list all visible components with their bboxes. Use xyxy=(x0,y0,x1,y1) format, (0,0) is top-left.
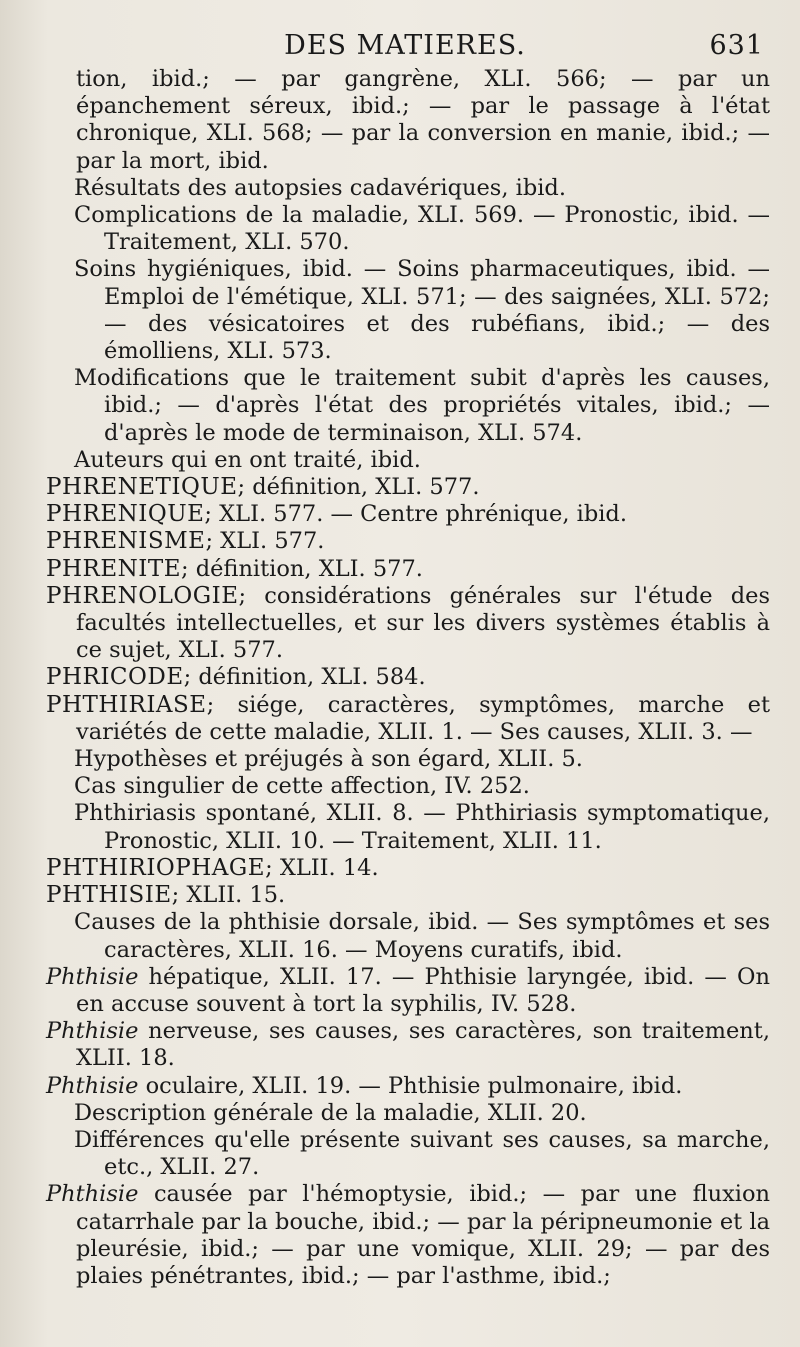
entry-text: ; siége, caractères, symptômes, marche et variétés de cette maladie, XLII. 1. — Ses causes, XLII. 3. — xyxy=(76,691,770,745)
entry-text: Hypothèses et préjugés à son égard, XLII. 5. xyxy=(74,746,583,773)
running-head xyxy=(40,30,770,66)
running-title: DES MATIERES. xyxy=(284,30,526,61)
index-subentry xyxy=(40,1127,770,1181)
entry-text: tion, ibid.; — par gangrène, XLI. 566; — par un épanchement séreux, ibid.; — par le passage à l'état chronique, XLI. 568; — par la conversion en manie, ibid.; — par la mort, ibid. xyxy=(76,66,770,174)
entry-text: Résultats des autopsies cadavériques, ibid. xyxy=(74,174,566,201)
index-subentry xyxy=(40,202,770,256)
entry-text: ; XLII. 15. xyxy=(171,882,286,909)
entry-text: causée par l'hémoptysie, ibid.; — par une fluxion catarrhale par la bouche, ibid.; — par la péripneumonie et la pleurésie, ibid.; — par une vomique, XLII. 29; — par des plaies pénétrantes, ibid.; — par l'asthme, ibid.; xyxy=(76,1181,770,1289)
index-entry xyxy=(40,664,770,691)
index-entry xyxy=(40,882,770,909)
entry-text: Soins hygiéniques, ibid. — Soins pharmaceutiques, ibid. — Emploi de l'émétique, XLI. 571; — des saignées, XLI. 572; — des vésicatoires et des rubéfians, ibid.; — des émolliens, XLI. 573. xyxy=(74,256,770,365)
entry-text: Cas singulier de cette affection, IV. 252. xyxy=(74,773,530,800)
entry-text: Causes de la phthisie dorsale, ibid. — Ses symptômes et ses caractères, XLII. 16. — Moyens curatifs, ibid. xyxy=(74,909,770,963)
index-subentry xyxy=(40,773,770,800)
entry-text: ; XLI. 577. — Centre phrénique, ibid. xyxy=(204,501,627,528)
entry-heading: PHRENISME xyxy=(46,528,206,555)
entry-heading: PHRICODE xyxy=(46,664,184,691)
index-subentry xyxy=(40,175,770,202)
index-entry xyxy=(40,692,770,746)
entry-heading: PHRENITE xyxy=(46,555,181,582)
index-entry xyxy=(40,556,770,583)
index-subentry xyxy=(40,256,770,365)
index-entry xyxy=(40,528,770,555)
index-entry xyxy=(40,855,770,882)
entry-text: Description générale de la maladie, XLII. 20. xyxy=(74,1099,587,1126)
index-entry-continuation xyxy=(40,66,770,175)
entry-text: ; définition, XLI. 577. xyxy=(180,555,423,582)
entry-text: Différences qu'elle présente suivant ses causes, sa marche, etc., XLII. 27. xyxy=(74,1126,770,1181)
index-subentry xyxy=(40,365,770,447)
entry-text: ; XLI. 577. xyxy=(205,528,325,555)
index-entry xyxy=(40,1181,770,1290)
entry-text: ; définition, XLI. 577. xyxy=(237,474,480,501)
index-entry xyxy=(40,1073,770,1100)
entry-text: Modifications que le traitement subit d'après les causes, ibid.; — d'après l'état des propriétés vitales, ibid.; — d'après le mode de terminaison, XLI. 574. xyxy=(74,365,770,446)
entry-text: oculaire, XLII. 19. — Phthisie pulmonaire, ibid. xyxy=(138,1072,683,1099)
entry-heading-italic: Phthisie xyxy=(46,1018,139,1045)
entry-text: ; considérations générales sur l'étude des facultés intellectuelles, et sur les divers systèmes établis à ce sujet, XLI. 577. xyxy=(76,582,770,664)
entry-heading-italic: Phthisie xyxy=(46,1072,139,1099)
entry-heading: PHTHIRIASE xyxy=(46,691,207,718)
index-entry xyxy=(40,583,770,665)
entry-heading-italic: Phthisie xyxy=(46,963,139,990)
index-entries xyxy=(40,66,770,1290)
entry-heading: PHTHISIE xyxy=(46,882,172,909)
entry-heading: PHRENIQUE xyxy=(46,501,205,528)
index-subentry xyxy=(40,800,770,854)
index-entry xyxy=(40,964,770,1018)
entry-heading: PHRENOLOGIE xyxy=(46,582,239,609)
entry-text: Complications de la maladie, XLI. 569. — Pronostic, ibid. — Traitement, XLI. 570. xyxy=(74,202,770,256)
entry-text: hépatique, XLII. 17. — Phthisie laryngée, ibid. — On en accuse souvent à tort la syphilis, IV. 528. xyxy=(76,963,770,1017)
index-entry xyxy=(40,501,770,528)
entry-heading: PHTHIRIOPHAGE xyxy=(46,854,266,881)
page-number: 631 xyxy=(709,30,764,61)
entry-heading-italic: Phthisie xyxy=(46,1181,139,1208)
entry-text: ; XLII. 14. xyxy=(265,854,379,881)
entry-text: ; définition, XLI. 584. xyxy=(183,664,426,691)
entry-text: Phthiriasis spontané, XLII. 8. — Phthiriasis symptomatique, Pronostic, XLII. 10. — Traitement, XLII. 11. xyxy=(74,800,770,854)
index-subentry xyxy=(40,447,770,474)
entry-text: Auteurs qui en ont traité, ibid. xyxy=(74,446,421,473)
index-subentry xyxy=(40,909,770,963)
entry-text: nerveuse, ses causes, ses caractères, son traitement, XLII. 18. xyxy=(76,1018,770,1072)
index-entry xyxy=(40,474,770,501)
index-subentry xyxy=(40,746,770,773)
index-subentry xyxy=(40,1100,770,1127)
index-entry xyxy=(40,1018,770,1072)
entry-heading: PHRENETIQUE xyxy=(46,474,238,501)
